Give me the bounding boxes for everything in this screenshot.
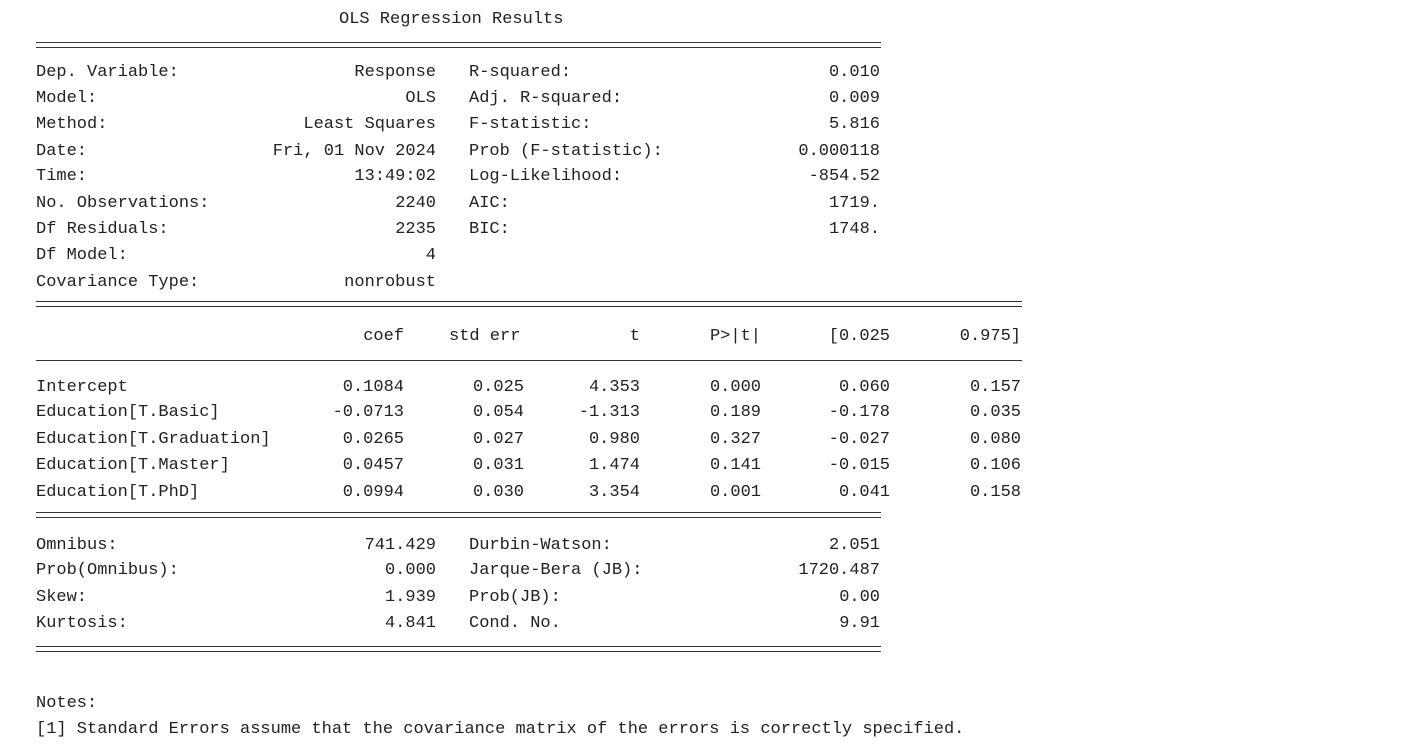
diag-label: Cond. No.: [469, 614, 561, 633]
stderr-value: 0.054: [472, 403, 524, 422]
coef-header: coef: [363, 327, 404, 346]
summary-value: 0.009: [828, 89, 880, 108]
summary-label: Method:: [36, 115, 108, 134]
summary-value: OLS: [405, 89, 436, 108]
summary-value: -854.52: [808, 167, 880, 186]
diag-value: 2.051: [828, 536, 880, 555]
diag-value: 1.939: [384, 588, 436, 607]
term-name: Education[T.Graduation]: [36, 430, 271, 449]
summary-label: Log-Likelihood:: [469, 167, 623, 186]
ci-high-value: 0.158: [969, 483, 1021, 502]
summary-label: No. Observations:: [36, 194, 210, 213]
diag-label: Skew:: [36, 588, 88, 607]
ci-high-value: 0.035: [969, 403, 1021, 422]
ci-high-header: 0.975]: [959, 327, 1021, 346]
term-name: Intercept: [36, 378, 128, 397]
summary-value: 0.010: [828, 63, 880, 82]
term-name: Education[T.Master]: [36, 456, 230, 475]
pvalue-header: P>|t|: [709, 327, 761, 346]
summary-label: Df Model:: [36, 246, 128, 265]
diag-label: Prob(JB):: [469, 588, 561, 607]
summary-value: 5.816: [828, 115, 880, 134]
term-name: Education[T.Basic]: [36, 403, 220, 422]
notes-heading: Notes:: [36, 694, 98, 713]
diag-value: 0.00: [839, 588, 880, 607]
summary-label: F-statistic:: [469, 115, 592, 134]
summary-value: 1748.: [828, 220, 880, 239]
stderr-header: std err: [449, 327, 521, 346]
summary-value: Fri, 01 Nov 2024: [272, 142, 436, 161]
diagnostics-double-rule: [36, 512, 881, 518]
summary-label: Prob (F-statistic):: [469, 142, 663, 161]
diag-label: Durbin-Watson:: [469, 536, 612, 555]
diag-label: Jarque-Bera (JB):: [469, 561, 643, 580]
stderr-value: 0.027: [472, 430, 524, 449]
t-value: 1.474: [588, 456, 640, 475]
summary-value: nonrobust: [344, 273, 436, 292]
ci-low-header: [0.025: [828, 327, 890, 346]
coef-value: 0.0265: [342, 430, 404, 449]
diag-label: Omnibus:: [36, 536, 118, 555]
summary-label: Covariance Type:: [36, 273, 200, 292]
ci-low-value: -0.178: [828, 403, 890, 422]
ci-low-value: 0.060: [838, 378, 890, 397]
coef-double-rule: [36, 301, 1022, 307]
coef-value: 0.0994: [342, 483, 404, 502]
stderr-value: 0.030: [472, 483, 524, 502]
coef-value: 0.0457: [342, 456, 404, 475]
t-value: 4.353: [588, 378, 640, 397]
summary-value: Least Squares: [303, 115, 436, 134]
diag-value: 741.429: [364, 536, 436, 555]
summary-value: 4: [425, 246, 436, 265]
diag-value: 4.841: [384, 614, 436, 633]
summary-value: 0.000118: [798, 142, 880, 161]
summary-value: 1719.: [828, 194, 880, 213]
coef-header-rule: [36, 360, 1022, 361]
summary-value: 2235: [395, 220, 436, 239]
summary-label: Dep. Variable:: [36, 63, 179, 82]
summary-value: Response: [354, 63, 436, 82]
term-name: Education[T.PhD]: [36, 483, 200, 502]
diag-value: 0.000: [384, 561, 436, 580]
summary-label: Df Residuals:: [36, 220, 169, 239]
t-value: 0.980: [588, 430, 640, 449]
ci-high-value: 0.157: [969, 378, 1021, 397]
ci-low-value: -0.027: [828, 430, 890, 449]
ci-low-value: -0.015: [828, 456, 890, 475]
diag-value: 1720.487: [798, 561, 880, 580]
summary-label: BIC:: [469, 220, 510, 239]
ci-high-value: 0.080: [969, 430, 1021, 449]
pvalue: 0.327: [709, 430, 761, 449]
summary-label: Time:: [36, 167, 88, 186]
coef-value: -0.0713: [332, 403, 404, 422]
summary-label: AIC:: [469, 194, 510, 213]
stderr-value: 0.025: [472, 378, 524, 397]
diag-label: Kurtosis:: [36, 614, 128, 633]
ci-low-value: 0.041: [838, 483, 890, 502]
top-double-rule: [36, 42, 881, 48]
summary-label: Adj. R-squared:: [469, 89, 623, 108]
coef-value: 0.1084: [342, 378, 404, 397]
summary-label: Date:: [36, 142, 88, 161]
summary-label: R-squared:: [469, 63, 572, 82]
page-title: OLS Regression Results: [339, 10, 564, 29]
summary-value: 2240: [395, 194, 436, 213]
notes-item: [1] Standard Errors assume that the covariance matrix of the errors is correctly specified.: [36, 720, 965, 739]
pvalue: 0.189: [709, 403, 761, 422]
t-value: -1.313: [578, 403, 640, 422]
t-header: t: [629, 327, 640, 346]
pvalue: 0.000: [709, 378, 761, 397]
t-value: 3.354: [588, 483, 640, 502]
ci-high-value: 0.106: [969, 456, 1021, 475]
pvalue: 0.001: [709, 483, 761, 502]
stderr-value: 0.031: [472, 456, 524, 475]
pvalue: 0.141: [709, 456, 761, 475]
diag-value: 9.91: [839, 614, 880, 633]
summary-label: Model:: [36, 89, 98, 108]
diag-label: Prob(Omnibus):: [36, 561, 179, 580]
bottom-double-rule: [36, 646, 881, 652]
summary-value: 13:49:02: [354, 167, 436, 186]
